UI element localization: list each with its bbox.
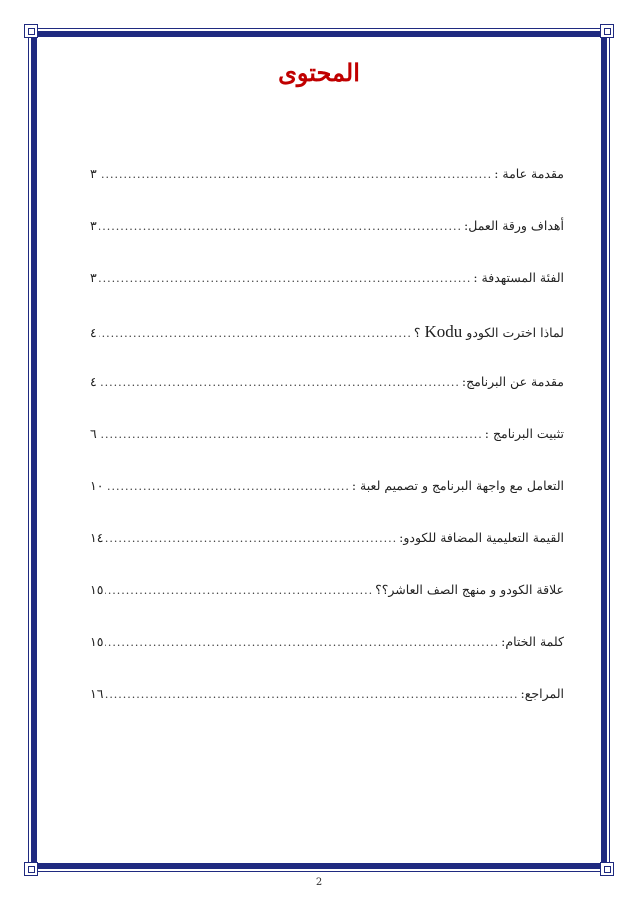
toc-leader-dots: [105, 480, 349, 493]
toc-entry-label: القيمة التعليمية المضافة للكودو:: [399, 530, 564, 545]
toc-entry: [88, 426, 564, 451]
toc-leader-dots: [99, 220, 462, 233]
toc-entry: [88, 582, 564, 607]
toc-leader-dots: [105, 636, 499, 649]
toc-leader-dots: [99, 168, 492, 181]
toc-entry-page: ١٦: [90, 686, 104, 701]
toc-entry-label: التعامل مع واجهة البرنامج و تصميم لعبة :: [351, 478, 564, 493]
toc-entry: [88, 322, 564, 347]
toc-entry-page: ٣: [90, 166, 97, 181]
toc-entry: [88, 270, 564, 295]
toc-entry: [88, 686, 564, 711]
toc-entry: [88, 374, 564, 399]
corner-ornament-bottom-left: [24, 862, 38, 876]
toc-entry: [88, 218, 564, 243]
toc-entry-latin-term: Kodu: [424, 322, 463, 341]
toc-entry: [88, 530, 564, 555]
toc-leader-dots: [99, 272, 472, 285]
toc-leader-dots: [99, 376, 460, 389]
toc-entry-page: ٦: [90, 426, 97, 441]
corner-ornament-top-right: [600, 24, 614, 38]
toc-entry-page: ١٥: [90, 634, 104, 649]
toc-entry-page: ١٥: [90, 582, 104, 597]
toc-entry: [88, 166, 564, 191]
toc-entry-label: مقدمة عن البرنامج:: [461, 374, 564, 389]
toc-entry-label: مقدمة عامة :: [494, 166, 564, 181]
toc-entry-label: تثبيت البرنامج :: [484, 426, 564, 441]
toc-entry-suffix: ؟: [413, 325, 421, 340]
toc-entry-page: ١٠: [90, 478, 104, 493]
toc-entry-label: الفئة المستهدفة :: [473, 270, 564, 285]
toc-entry-page: ١٤: [90, 530, 104, 545]
toc-entry-label: [414, 322, 564, 342]
page-number: 2: [315, 877, 323, 888]
page-title: المحتوى: [278, 58, 360, 87]
toc-entry: [88, 478, 564, 503]
toc-entry-page: ٤: [90, 325, 97, 340]
toc-leader-dots: [99, 428, 483, 441]
toc-entry-label: علاقة الكودو و منهج الصف العاشر؟؟: [375, 582, 564, 597]
toc-entry-page: ٤: [90, 374, 97, 389]
toc-entry-page: ٣: [90, 218, 97, 233]
corner-ornament-bottom-right: [600, 862, 614, 876]
toc-leader-dots: [105, 584, 373, 597]
toc-leader-dots: [99, 327, 412, 340]
toc-entry-page: ٣: [90, 270, 97, 285]
toc-entry-label: أهداف ورقة العمل:: [464, 218, 564, 233]
table-of-contents: [88, 166, 564, 738]
toc-leader-dots: [105, 532, 397, 545]
toc-entry-label-text: لماذا اخترت الكودو: [466, 325, 564, 340]
corner-ornament-top-left: [24, 24, 38, 38]
toc-entry-label: المراجع:: [520, 686, 564, 701]
toc-leader-dots: [105, 688, 518, 701]
toc-entry: [88, 634, 564, 659]
toc-entry-label: كلمة الختام:: [501, 634, 564, 649]
